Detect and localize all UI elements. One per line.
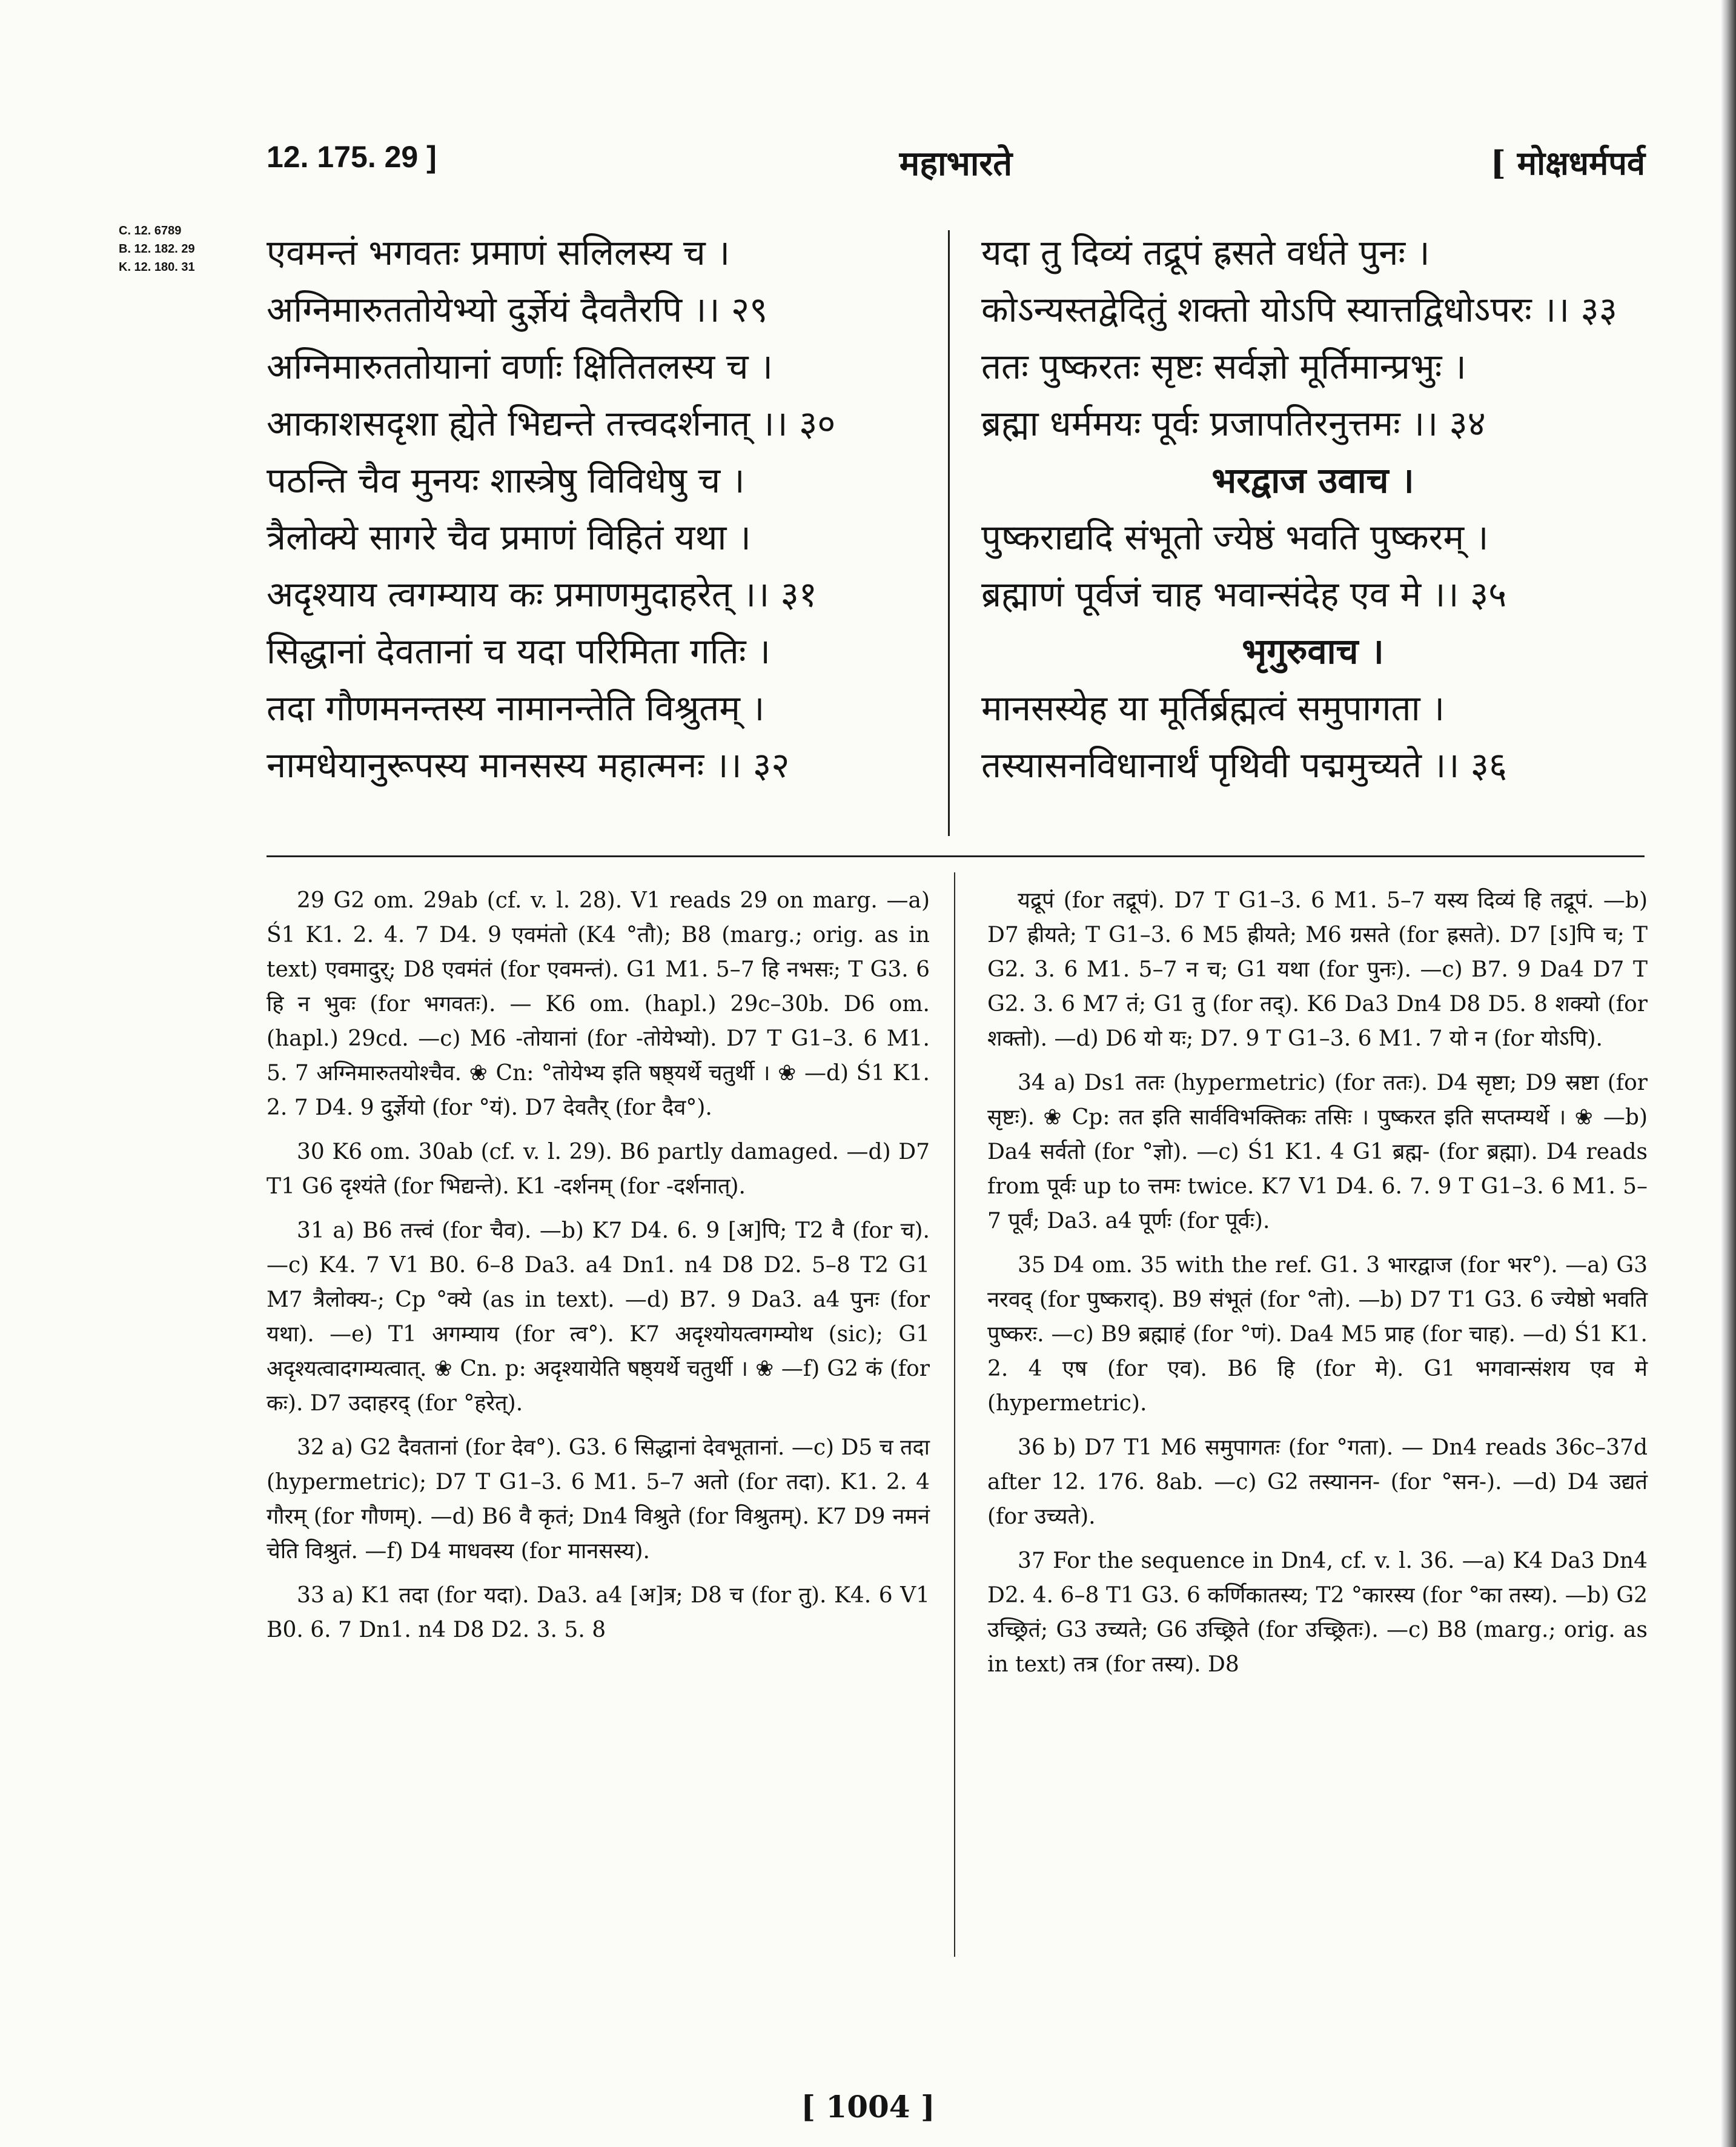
concordance-ref: B. 12. 182. 29 xyxy=(119,242,195,256)
verse-column-divider xyxy=(948,230,950,836)
verse-line: तदा गौणमनन्तस्य नामानन्तेति विश्रुतम् । xyxy=(267,688,765,729)
apparatus-separator-rule xyxy=(267,855,1645,857)
apparatus-note: 29 G2 om. 29ab (cf. v. l. 28). V1 reads 29 on marg. —a) Ś1 K1. 2. 4. 7 D4. 9 एवमंतो (K4 °तौ); B8 (marg.; orig. as in text) एवमादुर्; D8 एवमंतं (for एवमन्तं). G1 M1. 5–7 हि नभसः; T G3. 6 हि न भुवः (for भगवतः). — K6 om. (hapl.) 29c–30b. D6 om. (hapl.) 29cd. —c) M6 -तोयानां (for -तोयेभ्यो). D7 T G1–3. 6 M1. 5. 7 अग्निमारुतयोश्चैव. ❀ Cn: °तोयेभ्य इति षष्ठ्यर्थे चतुर्थी । ❀ —d) Ś1 K1. 2. 7 D4. 9 दुर्ज्ञेयो (for °यं). D7 देवतैर् (for दैव°). xyxy=(267,888,930,1120)
verse-line: ब्रह्मा धर्ममयः पूर्वः प्रजापतिरनुत्तमः ।। ३४ xyxy=(981,403,1486,444)
speaker-heading: भरद्वाज उवाच । xyxy=(1211,460,1414,501)
verse-line: अग्निमारुततोयानां वर्णाः क्षितितलस्य च । xyxy=(267,346,773,387)
apparatus-note: 34 a) Ds1 ततः (hypermetric) (for ततः). D4 सृष्टा; D9 स्रष्टा (for सृष्टः). ❀ Cp: तत इति सार्वविभक्तिकः तसिः । पुष्करत इति सप्तम्यर्थे । ❀ —b) Da4 सर्वतो (for °ज्ञो). —c) Ś1 K1. 4 G1 ब्रह्म- (for ब्रह्मा). D4 reads from पूर्वः up to त्तमः twice. K7 V1 D4. 6. 7. 9 T G1–3. 6 M1. 5–7 पूर्वं; Da3. a4 पूर्णः (for पूर्वः). xyxy=(987,1070,1648,1233)
concordance-refs xyxy=(119,222,195,276)
apparatus-note: 31 a) B6 तत्त्वं (for चैव). —b) K7 D4. 6. 9 [अ]पि; T2 वै (for च). —c) K4. 7 V1 B0. 6–8 Da3. a4 Dn1. n4 D8 D2. 5–8 T2 G1 M7 त्रैलोक्य-; Cp °क्ये (as in text). —d) B7. 9 Da3. a4 पुनः (for यथा). —e) T1 अगम्याय (for त्व°). K7 अदृश्योयत्वगम्योथ (sic); G1 अदृश्यत्वादगम्यत्वात्. ❀ Cn. p: अदृश्यायेति षष्ठ्यर्थे चतुर्थी । ❀ —f) G2 कं (for कः). D7 उदाहरद् (for °हरेत्). xyxy=(267,1218,930,1416)
parvan-title: [ मोक्षधर्मपर्व xyxy=(1490,144,1645,182)
verse-line: पठन्ति चैव मुनयः शास्त्रेषु विविधेषु च । xyxy=(267,460,745,501)
verse-line: एवमन्तं भगवतः प्रमाणं सलिलस्य च । xyxy=(267,232,731,273)
verse-line: नामधेयानुरूपस्य मानसस्य महात्मनः ।। ३२ xyxy=(267,745,790,786)
page-edge-shadow xyxy=(1720,0,1736,2147)
verse-line: मानसस्येह या मूर्तिर्ब्रह्मत्वं समुपागता । xyxy=(981,688,1445,729)
apparatus-note: 32 a) G2 दैवतानां (for देव°). G3. 6 सिद्धानां देवभूतानां. —c) D5 च तदा (hypermetric); D7 T G1–3. 6 M1. 5–7 अतो (for तदा). K1. 2. 4 गौरम् (for गौणम्). —d) B6 वै कृतं; Dn4 विश्रुते (for विश्रुतम्). K7 D9 नमनं चेति विश्रुतं. —f) D4 माधवस्य (for मानसस्य). xyxy=(267,1435,930,1564)
verse-line: कोऽन्यस्तद्वेदितुं शक्तो योऽपि स्यात्तद्विधोऽपरः ।। ३३ xyxy=(981,289,1617,330)
verse-line: अदृश्याय त्वगम्याय कः प्रमाणमुदाहरेत् ।। ३१ xyxy=(267,574,817,615)
verse-line: यदा तु दिव्यं तद्रूपं ह्रसते वर्धते पुनः । xyxy=(981,232,1430,273)
running-header xyxy=(267,139,1645,194)
apparatus-note: 37 For the sequence in Dn4, cf. v. l. 36. —a) K4 Da3 Dn4 D2. 4. 6–8 T1 G3. 6 कर्णिकातस्य; T2 °कारस्य (for °का तस्य). —b) G2 उच्छ्रितं; G3 उच्यते; G6 उच्छ्रिते (for उच्छ्रितः). —c) B8 (marg.; orig. as in text) तत्र (for तस्य). D8 xyxy=(987,1548,1648,1677)
concordance-ref: C. 12. 6789 xyxy=(119,224,182,237)
verse-line: सिद्धानां देवतानां च यदा परिमिता गतिः । xyxy=(267,631,770,672)
speaker-heading: भृगुरुवाच । xyxy=(1242,631,1384,672)
verse-line: आकाशसदृशा ह्येते भिद्यन्ते तत्त्वदर्शनात् ।। ३० xyxy=(267,403,836,444)
verse-column-right xyxy=(981,224,1645,794)
page-number: [ 1004 ] xyxy=(801,2089,935,2125)
verse-line: पुष्कराद्यदि संभूतो ज्येष्ठं भवति पुष्करम् । xyxy=(981,517,1489,558)
apparatus-note: 30 K6 om. 30ab (cf. v. l. 29). B6 partly damaged. —d) D7 T1 G6 दृश्यंते (for भिद्यन्ते). K1 -दर्शनम् (for -दर्शनात्). xyxy=(267,1140,930,1199)
verse-line: अग्निमारुततोयेभ्यो दुर्ज्ञेयं दैवतैरपि ।। २९ xyxy=(267,289,768,330)
verse-reference: 12. 175. 29 ] xyxy=(267,140,437,174)
apparatus-note: यद्रूपं (for तद्रूपं). D7 T G1–3. 6 M1. 5–7 यस्य दिव्यं हि तद्रूपं. —b) D7 ह्रीयते; T G1–3. 6 M5 ह्रीयते; M6 ग्रसते (for ह्रसते). D7 [ऽ]पि च; T G2. 3. 6 M1. 5–7 न च; G1 यथा (for पुनः). —c) B7. 9 Da4 D7 T G2. 3. 6 M7 तं; G1 तु (for तद्). K6 Da3 Dn4 D8 D5. 8 शक्यो (for शक्तो). —d) D6 यो यः; D7. 9 T G1–3. 6 M1. 7 यो न (for योऽपि). xyxy=(987,888,1648,1051)
verse-line: ब्रह्माणं पूर्वजं चाह भवान्संदेह एव मे ।। ३५ xyxy=(981,574,1507,615)
critical-apparatus-right xyxy=(987,883,1648,1691)
verse-line: तस्यासनविधानार्थं पृथिवी पद्ममुच्यते ।। ३६ xyxy=(981,745,1508,786)
apparatus-column-divider xyxy=(954,872,955,1957)
verse-column-left xyxy=(267,224,927,794)
apparatus-note: 35 D4 om. 35 with the ref. G1. 3 भारद्वाज (for भर°). —a) G3 नरवद् (for पुष्कराद्). B9 संभूतं (for °तो). —b) D7 T1 G3. 6 ज्येष्ठो भवति पुष्करः. —c) B9 ब्रह्माहं (for °णं). Da4 M5 प्राह (for चाह). —d) Ś1 K1. 2. 4 एष (for एव). B6 हि (for मे). G1 भगवान्संशय एव मे (hypermetric). xyxy=(987,1253,1648,1416)
concordance-ref: K. 12. 180. 31 xyxy=(119,260,195,274)
critical-apparatus-left xyxy=(267,883,930,1657)
book-title: महाभारते xyxy=(899,144,1013,184)
verse-line: त्रैलोक्ये सागरे चैव प्रमाणं विहितं यथा । xyxy=(267,517,751,558)
apparatus-note: 36 b) D7 T1 M6 समुपागतः (for °गता). — Dn4 reads 36c–37d after 12. 176. 8ab. —c) G2 तस्यानन- (for °सन-). —d) D4 उद्यतं (for उच्यते). xyxy=(987,1435,1648,1529)
verse-line: ततः पुष्करतः सृष्टः सर्वज्ञो मूर्तिमान्प्रभुः । xyxy=(981,346,1466,387)
apparatus-note: 33 a) K1 तदा (for यदा). Da3. a4 [अ]त्र; D8 च (for तु). K4. 6 V1 B0. 6. 7 Dn1. n4 D8 D2. 3. 5. 8 xyxy=(267,1583,930,1642)
